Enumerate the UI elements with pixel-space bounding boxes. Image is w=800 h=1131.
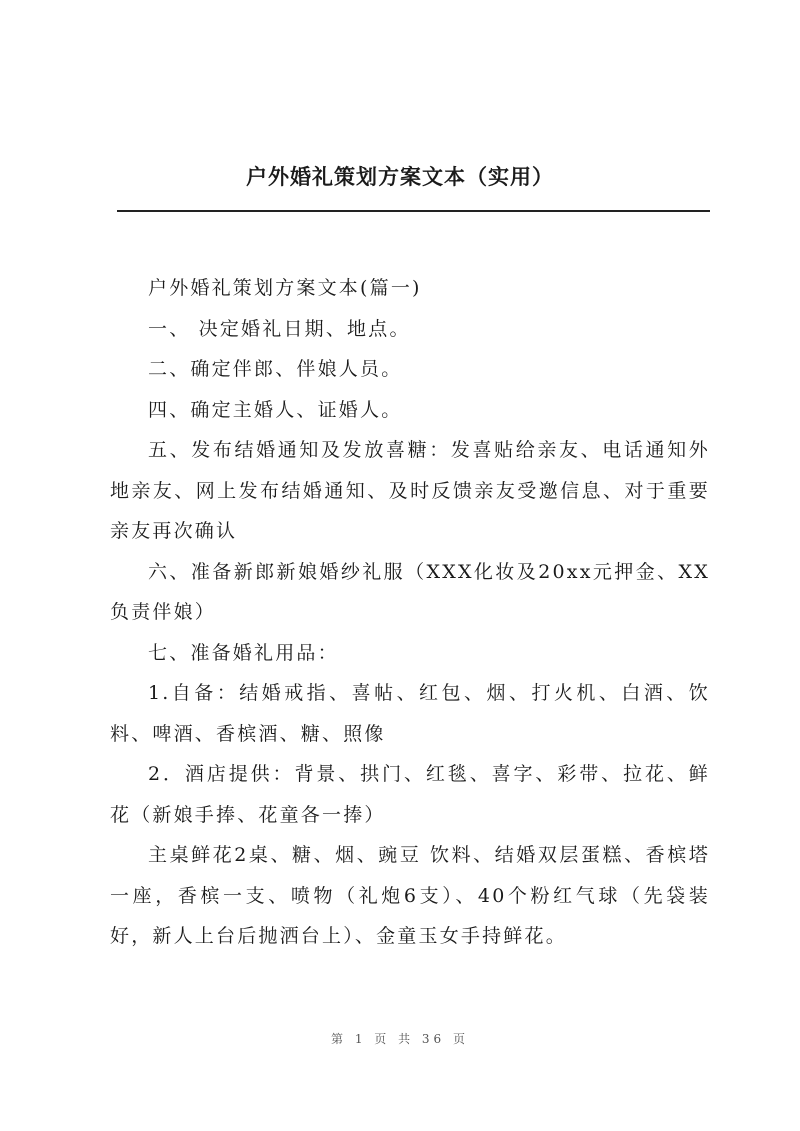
paragraph: 1.自备：结婚戒指、喜帖、红包、烟、打火机、白酒、饮料、啤酒、香槟酒、糖、照像	[110, 682, 710, 745]
paragraph: 四、确定主婚人、证婚人。	[148, 398, 403, 421]
title-underline	[117, 210, 710, 212]
page-number: 第 1 页 共 36 页	[331, 1032, 469, 1046]
section-heading: 户外婚礼策划方案文本(篇一)	[148, 277, 422, 299]
document-body	[110, 268, 710, 957]
paragraph: 主桌鲜花2桌、糖、烟、豌豆 饮料、结婚双层蛋糕、香槟塔一座，香槟一支、喷物（礼炮6支）、40个粉红气球（先袋装好，新人上台后抛洒台上）、金童玉女手持鲜花。	[110, 844, 710, 947]
paragraph: 六、准备新郎新娘婚纱礼服（XXX化妆及20xx元押金、XX负责伴娘）	[110, 560, 710, 623]
paragraph: 五、发布结婚通知及发放喜糖：发喜贴给亲友、电话通知外地亲友、网上发布结婚通知、及时反馈亲友受邀信息、对于重要亲友再次确认	[110, 439, 710, 542]
paragraph: 七、准备婚礼用品：	[148, 641, 339, 664]
paragraph: 二、确定伴郎、伴娘人员。	[148, 358, 403, 380]
paragraph: 一、 决定婚礼日期、地点。	[148, 317, 411, 340]
paragraph: 2．酒店提供：背景、拱门、红毯、喜字、彩带、拉花、鲜花（新娘手捧、花童各一捧）	[110, 763, 710, 826]
document-title: 户外婚礼策划方案文本（实用）	[246, 164, 554, 189]
